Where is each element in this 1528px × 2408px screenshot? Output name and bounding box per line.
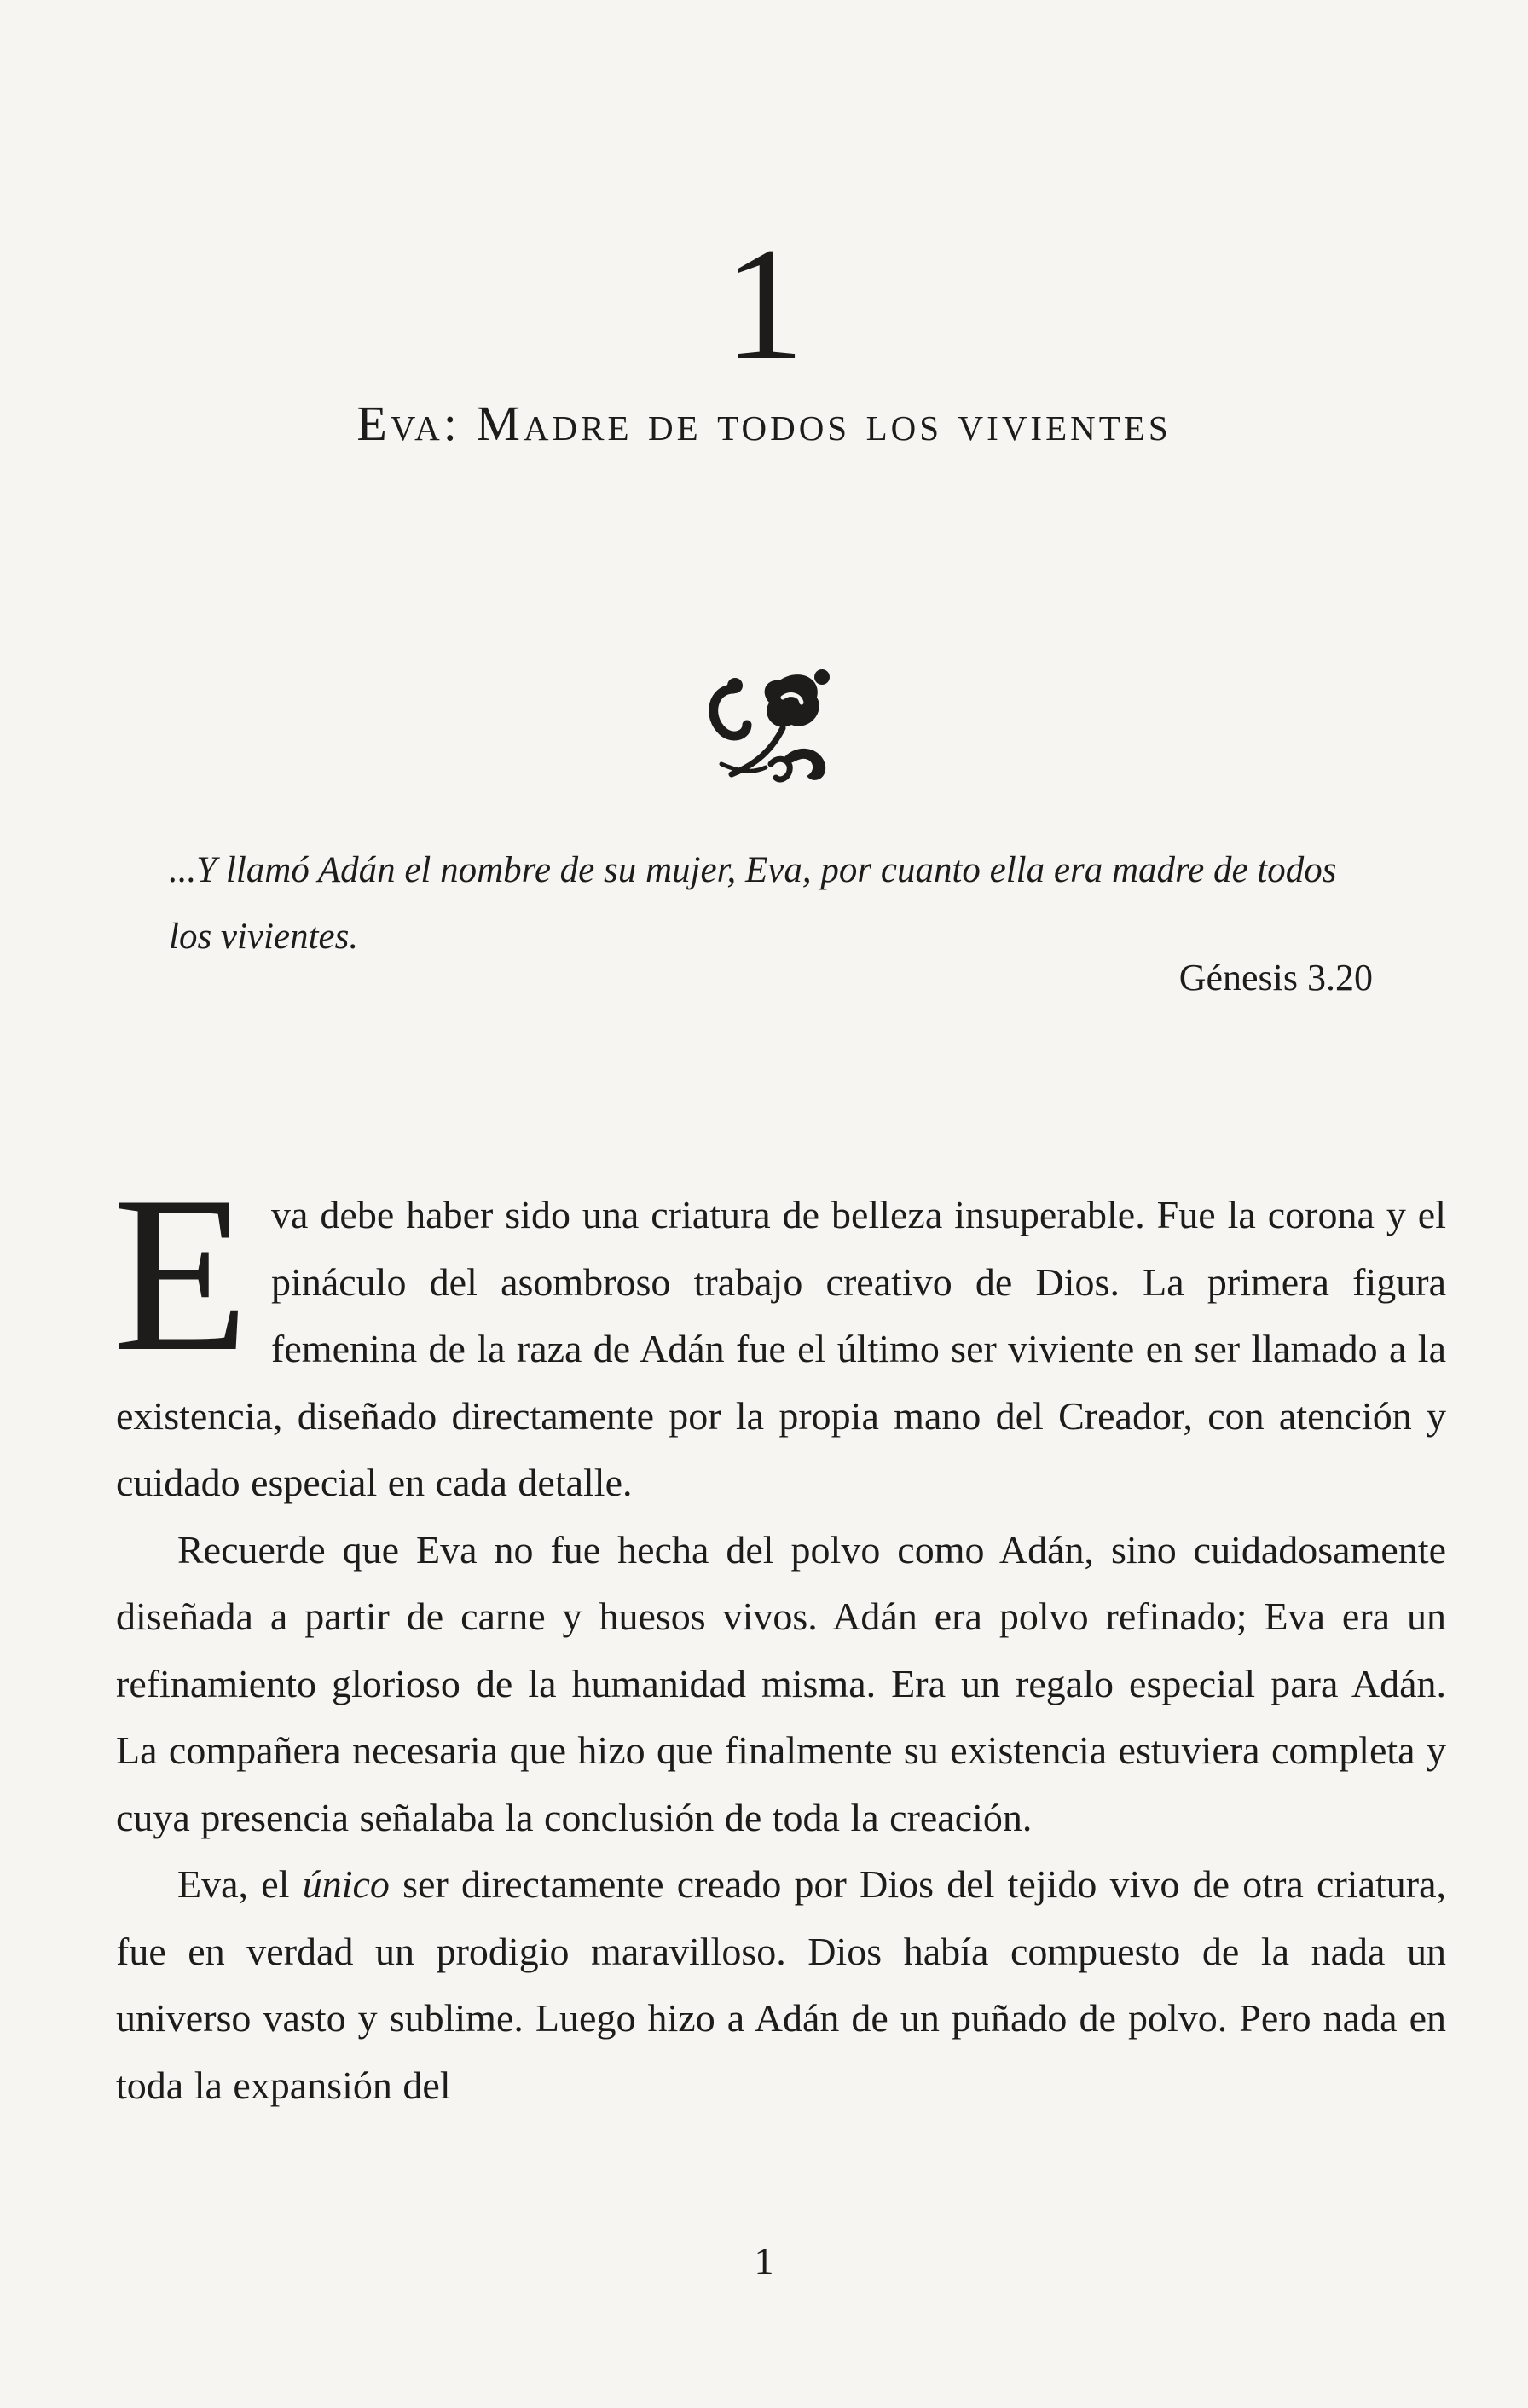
emphasis-word: único <box>302 1862 390 1906</box>
paragraph-3 <box>116 1851 1446 2119</box>
chapter-title: Eva: Madre de todos los vivientes <box>356 396 1172 451</box>
page-number: 1 <box>754 2239 774 2283</box>
paragraph-3-rest: ser directamente creado por Dios del tejido vivo de otra criatura, fue en verdad un prodigio maravilloso. Dios había compuesto de la nada un universo vasto y sublime. Luego hizo a Adán de un puñado de polvo. Pero nada en toda la expansión del <box>116 1862 1446 2107</box>
epigraph-quote: ...Y llamó Adán el nombre de su mujer, Eva, por cuanto ella era madre de todos los vivientes. <box>169 850 1337 957</box>
paragraph-1-text: va debe haber sido una criatura de belleza insuperable. Fue la corona y el pináculo del asombroso trabajo creativo de Dios. La primera figura femenina de la raza de Adán fue el último ser viviente en ser llamado a la existencia, diseñado directamente por la propia mano del Creador, con atención y cuidado especial en cada detalle. <box>116 1193 1446 1504</box>
drop-cap: E <box>113 1150 250 1398</box>
floral-fleuron-icon <box>697 663 842 791</box>
epigraph-reference: Génesis 3.20 <box>1178 957 1373 999</box>
paragraph-2: Recuerde que Eva no fue hecha del polvo como Adán, sino cuidadosamente diseñada a partir de carne y huesos vivos. Adán era polvo refinado; Eva era un refinamiento glorioso de la humanidad misma. Era un regalo especial para Adán. La compañera necesaria que hizo que finalmente su existencia estuviera completa y cuya presencia señalaba la conclusión de toda la creación. <box>116 1527 1446 1839</box>
paragraph-1 <box>113 1150 1446 1517</box>
chapter-number: 1 <box>723 215 805 394</box>
body-text <box>113 1150 1446 2119</box>
paragraph-3-lead: Eva, el <box>177 1862 303 1906</box>
